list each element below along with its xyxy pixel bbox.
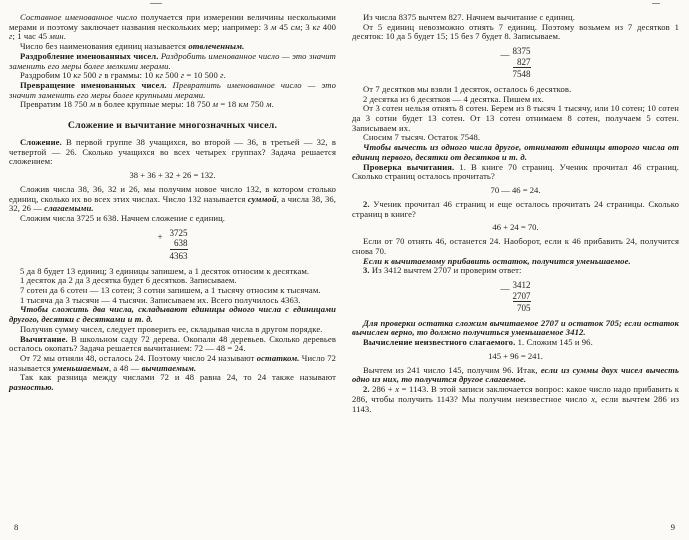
vertical-calculation bbox=[352, 280, 679, 314]
equation-line: 145 + 96 = 241. bbox=[488, 350, 543, 361]
text-run: м bbox=[212, 99, 219, 110]
text-run: Раздробим 10 bbox=[20, 70, 74, 81]
text-run: Из числа 8375 вычтем 827. Начнем вычитание с единиц. bbox=[363, 12, 575, 22]
paragraph bbox=[9, 52, 336, 71]
text-run: , а числа 38, 36, 32, 26 — bbox=[9, 193, 336, 214]
text-run: 400 bbox=[320, 21, 336, 32]
minus-sign: — bbox=[500, 50, 510, 61]
text-run: От 5 единиц невозможно отнять 7 единиц. Поэтому возьмем из 7 десятков 1 десяток: 10 да 5 будет 15; 15 без 7 будет 8. Записываем. bbox=[352, 21, 679, 42]
text-run: Получив сумму чисел, следует проверить ее, складывая числа в другом порядке. bbox=[20, 323, 323, 334]
text-run: Если к вычитаемому прибавить остаток, получится уменьшаемое. bbox=[363, 255, 631, 266]
text-run: Число без наименования единиц называется bbox=[20, 41, 189, 52]
page-number-right: 9 bbox=[670, 522, 675, 532]
text-run: Раздробление именованных чисел. bbox=[20, 50, 159, 61]
text-run: 500 bbox=[163, 70, 181, 81]
text-run: Так как разница между числами 72 и 48 равна 24, то 24 также называют bbox=[20, 372, 336, 383]
text-run: Ученик прочитал 46 страниц и еще осталось прочитать 24 страницы. Сколько страниц в книге? bbox=[352, 198, 679, 219]
text-run: 3. bbox=[363, 265, 370, 276]
text-run: разностью. bbox=[9, 382, 54, 393]
text-run: Сложив числа 38, 36, 32 и 26, мы получим новое число 132, в котором столько единиц, сколько их во всех этих числах. Число 132 называется bbox=[9, 184, 336, 204]
minus-sign: — bbox=[500, 283, 510, 294]
text-run: Число 72 называется bbox=[9, 352, 336, 373]
text-run: Превращение именованных чисел. bbox=[20, 79, 167, 90]
text-run: 1. В книге 70 страниц. Ученик прочитал 46 страниц. Сколько страниц осталось прочитать? bbox=[352, 161, 680, 182]
paragraph bbox=[352, 163, 679, 182]
text-run: , если вычтем 286 из 1143. bbox=[352, 393, 679, 414]
registration-mark bbox=[652, 3, 660, 4]
calc-line: 3725 bbox=[169, 227, 188, 238]
paragraph bbox=[352, 104, 679, 133]
text-run: получается при измерении величины несколькими мерами и поэтому заключает названия нескольких мер; например: 3 bbox=[9, 12, 337, 32]
text-run: Вычисление неизвестного слагаемого. bbox=[363, 337, 516, 348]
text-run: 2. bbox=[363, 384, 370, 395]
text-run: . bbox=[271, 99, 274, 110]
text-run: если из суммы двух чисел вычесть одно из них, то получится другое слагаемое. bbox=[352, 364, 679, 385]
calc-box bbox=[158, 228, 188, 262]
registration-mark bbox=[150, 3, 162, 4]
text-run: , а 48 — bbox=[108, 362, 142, 373]
vertical-calculation bbox=[352, 46, 679, 80]
text-run: Вычтем из 241 число 145, получим 96. Итак, bbox=[363, 364, 541, 375]
text-run: кг bbox=[73, 70, 81, 81]
text-run: x bbox=[591, 393, 595, 404]
text-run: 750 bbox=[248, 99, 266, 110]
text-run: м bbox=[89, 99, 96, 110]
paragraph bbox=[9, 354, 336, 373]
text-run: От 3 сотен нельзя отнять 8 сотен. Берем из 8 тысяч 1 тысячу, или 10 сотен; 10 сотен да 3 сотни будет 13 сотен. От 13 сотен отнимаем 8 сотен, получаем 5 сотен. Записываем их. bbox=[352, 103, 679, 133]
text-run: В первой группе 38 учащихся, во второй — 36, в третьей — 32, в четвертой — 26. Сколько учащихся во всех четырех группах? Задача решается сложением: bbox=[9, 137, 336, 167]
paragraph bbox=[352, 266, 679, 276]
text-run: В школьном саду 72 дерева. Окопали 48 деревьев. Сколько деревьев осталось окопать? Задача решается вычитанием: 72 — 48 = 24. bbox=[9, 333, 336, 354]
calc-box bbox=[501, 46, 531, 80]
equation-line: 38 + 36 + 32 + 26 = 132. bbox=[129, 170, 216, 181]
paragraph bbox=[352, 200, 679, 219]
text-run: в более крупные меры: 18 750 bbox=[95, 99, 213, 110]
text-run: Вычитание. bbox=[20, 333, 68, 344]
text-run: 45 bbox=[276, 21, 291, 32]
text-run: Сложение. bbox=[20, 137, 62, 148]
text-run: Сложим числа 3725 и 638. Начнем сложение с единиц. bbox=[20, 213, 226, 224]
text-run: г bbox=[9, 31, 13, 42]
paragraph bbox=[9, 81, 336, 100]
text-run: Чтобы вычесть из одного числа другое, отнимают единицы второго числа от единиц первого, десятки от десятков и т. д. bbox=[352, 142, 679, 162]
text-run: Для проверки остатка сложим вычитаемое 2707 и остаток 705; если остаток вычислен верно, то должно получиться уменьшаемое 3412. bbox=[352, 317, 679, 338]
plus-sign: + bbox=[157, 231, 163, 242]
text-run: . bbox=[63, 31, 66, 42]
text-run: Если от 70 отнять 46, останется 24. Наоборот, если к 46 прибавить 24, получится снова 70. bbox=[352, 236, 679, 256]
text-run: ; 3 bbox=[300, 21, 313, 32]
text-run: ; 1 час 45 bbox=[12, 31, 50, 42]
text-run: вычитаемым. bbox=[141, 362, 197, 373]
text-run: г bbox=[180, 70, 185, 81]
text-run: км bbox=[238, 99, 249, 110]
text-run: Раздробить именованное число — это значит заменить его меры более мелкими мерами. bbox=[9, 50, 336, 71]
text-run: в граммы: 10 bbox=[102, 70, 156, 81]
calc-line: 705 bbox=[517, 303, 531, 314]
text-run: От 7 десятков мы взяли 1 десяток, осталось 6 десятков. bbox=[363, 83, 572, 94]
text-run: отвлеченным. bbox=[188, 41, 245, 52]
text-run: уменьшаемым bbox=[53, 362, 109, 373]
text-run: = 18 bbox=[218, 99, 239, 110]
paragraph bbox=[9, 214, 336, 224]
calc-box bbox=[501, 280, 531, 314]
text-run: Превратим 18 750 bbox=[20, 99, 90, 110]
text-run: 1 тысяча да 3 тысячи — 4 тысячи. Записываем их. Всего получилось 4363. bbox=[20, 294, 301, 305]
section-heading: Сложение и вычитание многозначных чисел. bbox=[67, 120, 278, 132]
paragraph bbox=[9, 373, 336, 392]
text-run: = 10 500 bbox=[184, 70, 221, 81]
text-run: м bbox=[266, 99, 272, 110]
paragraph bbox=[352, 338, 679, 348]
calc-line: 638 bbox=[170, 238, 188, 250]
text-run: Проверка вычитания. bbox=[363, 161, 455, 172]
text-run: Составное именованное число bbox=[20, 12, 138, 22]
paragraph bbox=[9, 13, 336, 42]
paragraph bbox=[352, 23, 679, 42]
text-run: 5 да 8 будет 13 единиц; 3 единицы запишем, а 1 десяток относим к десяткам. bbox=[20, 265, 310, 276]
right-page bbox=[352, 13, 679, 414]
text-run: Из 3412 вычтем 2707 и проверим ответ: bbox=[369, 265, 522, 276]
paragraph bbox=[352, 143, 679, 162]
equation-line: 70 — 46 = 24. bbox=[490, 184, 541, 195]
text-run: 1 десяток да 2 да 3 десятка будет 6 десятков. Записываем. bbox=[20, 275, 237, 286]
text-run: 286 + bbox=[369, 384, 396, 395]
calc-line: 7548 bbox=[512, 69, 531, 80]
vertical-calculation bbox=[9, 228, 336, 262]
text-run: От 72 мы отняли 48, осталось 24. Поэтому число 24 называют bbox=[20, 352, 257, 363]
text-run: кг bbox=[312, 21, 321, 32]
page-number-left: 8 bbox=[14, 522, 19, 532]
paragraph bbox=[9, 138, 336, 167]
text-run: см bbox=[290, 21, 301, 32]
text-run: мин bbox=[49, 31, 64, 42]
text-run: x bbox=[395, 384, 400, 395]
text-run: . bbox=[223, 70, 226, 81]
text-run: суммой bbox=[247, 193, 277, 204]
text-run: кг bbox=[155, 70, 164, 81]
text-run: 500 bbox=[80, 70, 99, 81]
paragraph bbox=[9, 100, 336, 110]
paragraph bbox=[9, 185, 336, 214]
calc-line: 827 bbox=[513, 57, 531, 69]
text-run: Сносим 7 тысяч. Остаток 7548. bbox=[363, 132, 481, 143]
text-run: 1. Сложим 145 и 96. bbox=[515, 337, 593, 348]
left-page bbox=[9, 13, 336, 414]
equation-line: 46 + 24 = 70. bbox=[492, 222, 539, 233]
paragraph bbox=[352, 385, 679, 414]
calc-line: 2707 bbox=[512, 290, 531, 301]
paragraph bbox=[9, 335, 336, 354]
text-run: м bbox=[270, 21, 277, 32]
text-run: слагаемыми. bbox=[44, 203, 94, 214]
text-run: 2 десятка из 6 десятков — 4 десятка. Пишем их. bbox=[363, 93, 544, 104]
text-run: г bbox=[98, 70, 103, 81]
text-run: Превратить именованное число — это значит заменить его меры более крупными мерами. bbox=[9, 79, 336, 100]
paragraph bbox=[9, 305, 336, 324]
calc-line: 3412 bbox=[512, 279, 531, 290]
text-run: г bbox=[220, 70, 224, 81]
calc-line: 8375 bbox=[512, 46, 531, 57]
text-run: 2. bbox=[363, 198, 370, 209]
calc-line: 4363 bbox=[169, 251, 188, 262]
paragraph bbox=[352, 366, 679, 385]
text-run: 7 сотен да 6 сотен — 13 сотен; 3 сотни запишем, а 1 тысячу относим к тысячам. bbox=[20, 285, 321, 296]
text-run: Чтобы сложить два числа, складывают единицы одного числа с единицами другого, десятки с десятками и т. д. bbox=[9, 304, 336, 325]
paragraph bbox=[352, 237, 679, 256]
text-run: остатком. bbox=[256, 352, 300, 363]
paragraph bbox=[352, 319, 679, 338]
text-run: = 1143. В этой записи заключается вопрос: какое число надо прибавить к 286, чтобы получить 1143? Мы получим неизвестное число bbox=[352, 384, 679, 404]
